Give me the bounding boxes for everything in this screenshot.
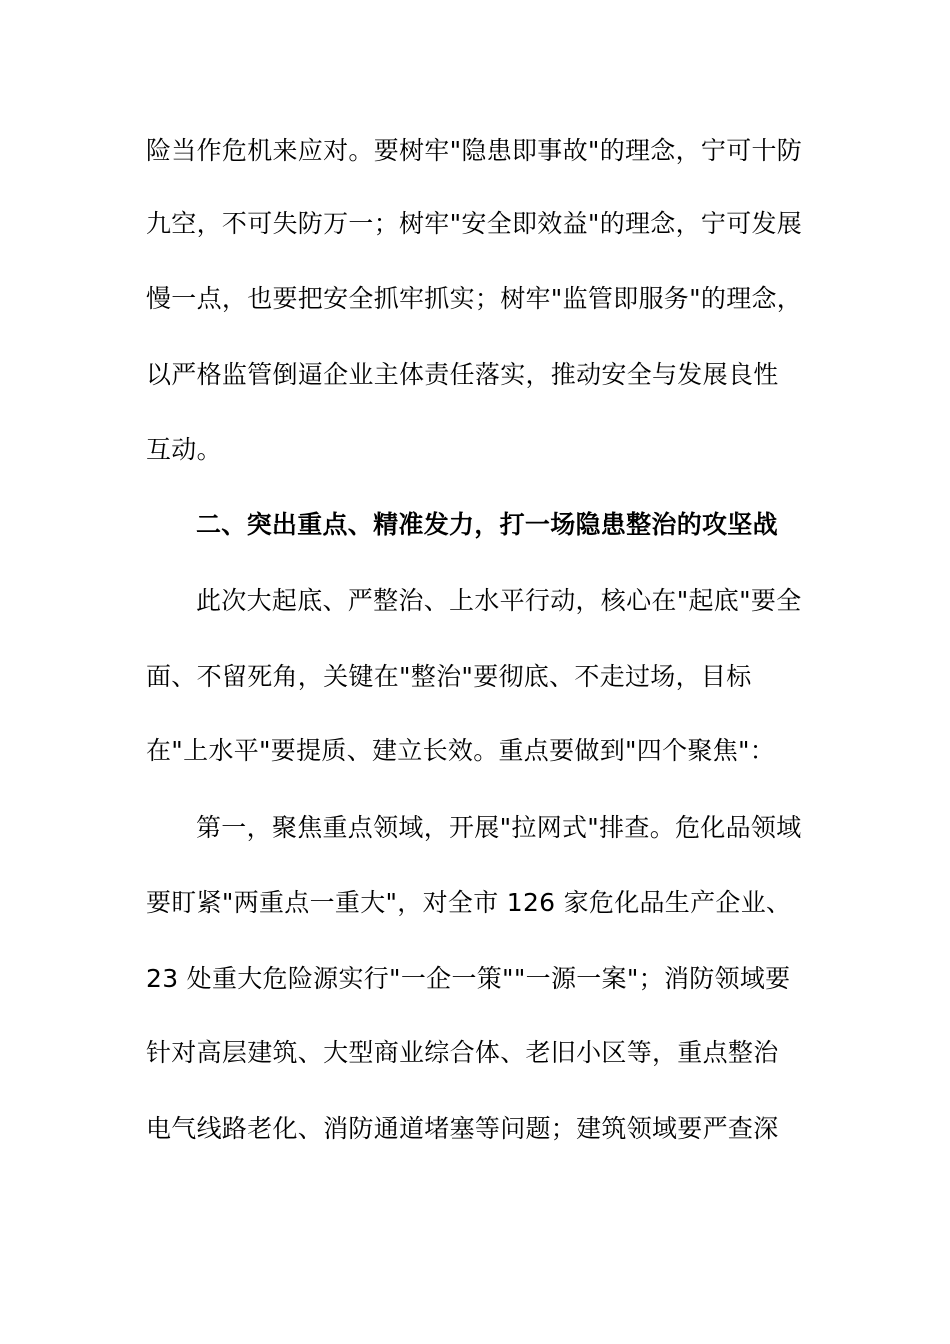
paragraph-3-line-1: 第一，聚焦重点领域，开展"拉网式"排查。危化品领域 (196, 813, 802, 842)
paragraph-1-line-4: 以严格监管倒逼企业主体责任落实，推动安全与发展良性 (146, 360, 779, 389)
paragraph-2-line-3: 在"上水平"要提质、建立长效。重点要做到"四个聚焦"： (146, 736, 776, 765)
paragraph-1-line-5: 互动。 (146, 435, 222, 464)
paragraph-3-line-2: 要盯紧"两重点一重大"，对全市 126 家危化品生产企业、 (146, 888, 792, 917)
paragraph-3-line-5: 电气线路老化、消防通道堵塞等问题；建筑领域要严查深 (146, 1114, 779, 1143)
section-heading: 二、突出重点、精准发力，打一场隐患整治的攻坚战 (196, 510, 778, 539)
paragraph-2-line-2: 面、不留死角，关键在"整治"要彻底、不走过场，目标 (146, 662, 752, 691)
paragraph-3-line-3: 23 处重大危险源实行"一企一策""一源一案"；消防领域要 (146, 964, 791, 993)
paragraph-3-line-4: 针对高层建筑、大型商业综合体、老旧小区等，重点整治 (146, 1038, 779, 1067)
paragraph-1-line-2: 九空，不可失防万一；树牢"安全即效益"的理念，宁可发展 (146, 209, 803, 238)
paragraph-2-line-1: 此次大起底、严整治、上水平行动，核心在"起底"要全 (196, 586, 802, 615)
paragraph-1-line-1: 险当作危机来应对。要树牢"隐患即事故"的理念，宁可十防 (146, 136, 803, 165)
paragraph-1-line-3: 慢一点，也要把安全抓牢抓实；树牢"监管即服务"的理念， (146, 284, 803, 313)
